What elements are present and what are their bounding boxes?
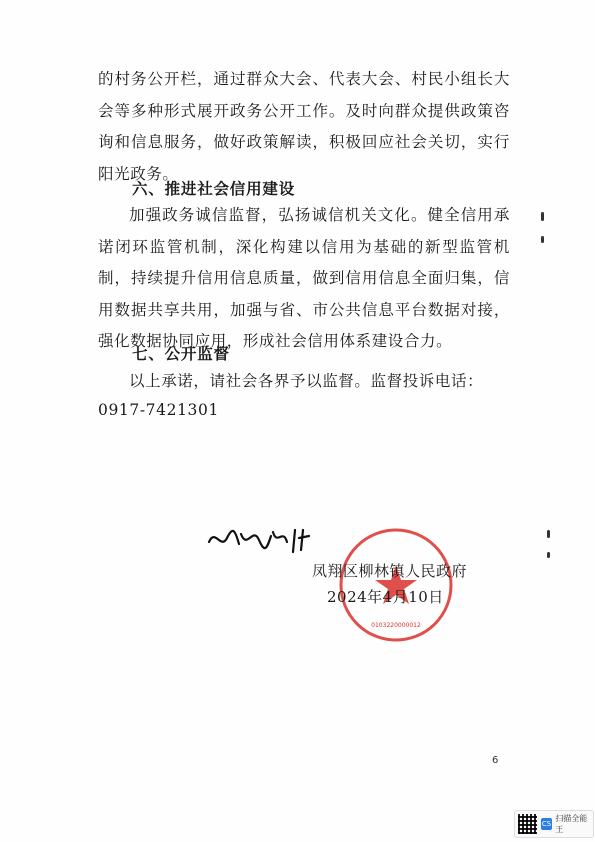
paragraph-top: 的村务公开栏，通过群众大会、代表大会、村民小组长大会等多种形式展开政务公开工作。及时向群众提供政策咨询和信息服务，做好政策解读，积极回应社会关切，实行阳光政务。 bbox=[98, 70, 510, 183]
section7-heading: 七、公开监督 bbox=[132, 345, 230, 363]
official-seal bbox=[336, 525, 456, 645]
signer-org: 凤翔区柳林镇人民政府 bbox=[312, 562, 468, 580]
section7-body: 以上承诺，请社会各界予以监督。监督投诉电话： bbox=[129, 372, 484, 390]
scanner-watermark-badge bbox=[514, 810, 594, 838]
phone-number: 0917-7421301 bbox=[98, 401, 219, 419]
section6-heading: 六、推进社会信用建设 bbox=[132, 180, 296, 198]
seal-code: 0103220000012 bbox=[371, 622, 421, 629]
handwritten-signature bbox=[205, 520, 315, 568]
scanner-badge-label: 扫描全能王 bbox=[555, 814, 588, 834]
signing-date: 2024年4月10日 bbox=[327, 588, 444, 606]
section6-body: 加强政务诚信监督，弘扬诚信机关文化。健全信用承诺闭环监管机制，深化构建以信用为基础的新型监管机制，持续提升信用信息质量，做到信用信息全面归集，信用数据共享共用，加强与省、市公共信息平台数据对接，强化数据协同应用，形成社会信用体系建设合力。 bbox=[98, 206, 510, 350]
margin-mark bbox=[541, 236, 544, 243]
margin-mark bbox=[541, 212, 544, 221]
camscanner-logo-icon: CS bbox=[541, 820, 552, 828]
margin-mark bbox=[547, 530, 550, 538]
margin-mark bbox=[547, 552, 550, 558]
page-number: 6 bbox=[492, 755, 499, 766]
qr-code-icon bbox=[518, 814, 537, 834]
